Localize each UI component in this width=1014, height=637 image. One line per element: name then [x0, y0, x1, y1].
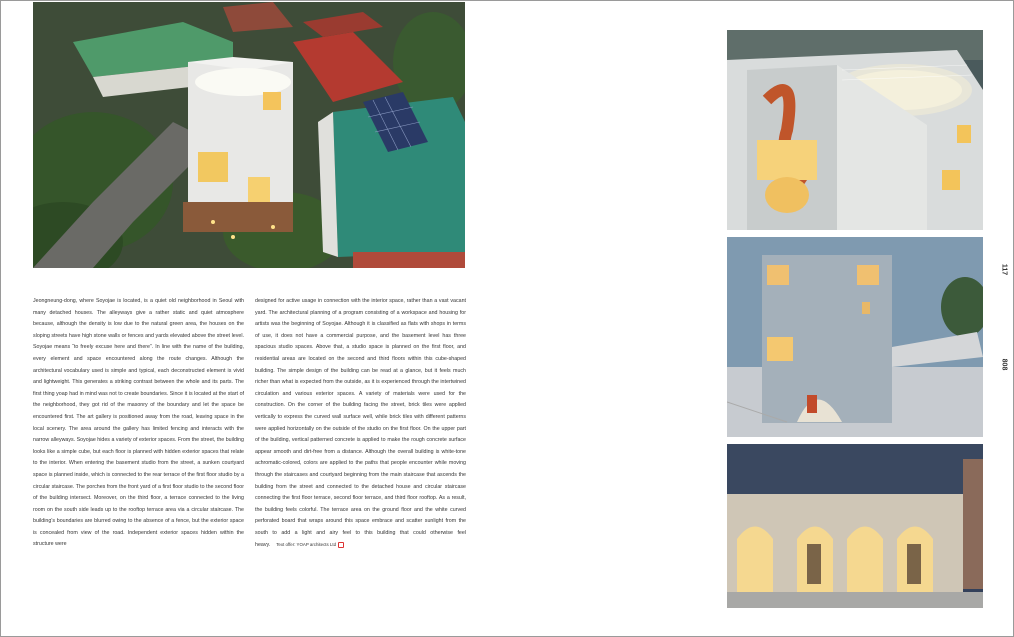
aerial-photo: [33, 2, 465, 268]
text-credit: [276, 542, 344, 547]
page-number-top: 117: [1000, 263, 1008, 276]
body-text-column-1: Jeongneung-dong, where Soyojae is located, is a quiet old neighborhood in Seoul with many detached houses. The alleyways give a rather static and quiet atmosphere because, although the density is low due to the natural green area, the houses on the sloping streets have high stone walls or fences and yards elevated above the street level. Soyojae means “to freely excuse here and there”. In line with the name of the building, every element and space encountered along the route changes. Although the architectural vocabulary used is simple and typical, each deconstructed element is vivid and lightweight. This generates a striking contrast between the whole and its parts. The first thing yoap had in mind was not to create boundaries. Since it is located at the start of the neighborhood, they got rid of the masonry of the boundary and let the space be encountered first. The art gallery is positioned away from the road, leaving space in the local scenery. The area around the gallery has limited fencing and interacts with the narrow alleyways. Soyojae hides a variety of exterior spaces. From the street, the building looks like a simple cube, but each floor is planned with hidden exterior spaces that relate to the interior. When entering the basement studio from the street, a sunken courtyard space is planned inside, which is connected to the rear terrace of the first floor studio by a circular staircase. The porches from the front yard of a first floor studio to the second floor of the building intersect. Moreover, on the third floor, a terrace connected to the living room on the south side leads up to the rooftop terrace area via a circular staircase. The building’s boundaries are blurred owing to the absence of a fence, but the exterior space is concealed from view of the road. Independent exterior spaces hidden within the structure were: [33, 298, 244, 548]
credit-mark-icon: [338, 542, 344, 548]
body-text-column-2: [255, 296, 466, 552]
rooftop-photo: [727, 30, 983, 230]
credit-label: Text offer: YOAP architects Ltd: [276, 542, 337, 548]
body-text-column-2-content: designed for active usage in connection with the interior space, rather than a vast vacant yard. The architectural planning of a program consisting of a workspace and housing for artists was the beginning of Soyojae. Although it is classified as flats with shops in terms of use, it does not have a commercial purpose, and the basement level has three spacious studio spaces. Above that, a studio space is planned on the first floor, and residential areas are located on the second and third floors within this cube-shaped building. The simple design of the building can be read at a glance, but it feels much richer than what is expected from the outside, as it is experienced through the intertwined circulation and various exterior spaces. A variety of materials were used for the construction. On the corner of the building facing the street, brick tiles were applied vertically to express the curved wall surface well, while brick tiles with different patterns were applied horizontally on the outside of the studio on the first floor. On the upper part of the building, vertical patterned concrete is applied to make the rough concrete surface appear smooth and dirt-free from a distance. Although the overall building is white-tone achromatic-colored, colors are applied to the paths that people encounter while moving through the staircases and courtyard beginning from the main staircase that ascends the building from the street and connected to the detached house and circular staircase connecting the first floor terrace, second floor terrace, and third floor rooftop. As a result, the building feels colorful. The terrace area on the ground floor and the white curved perforated board that wraps around this space embrace and scatter sunlight from the south to add a light and airy feel to this building that could otherwise feel heavy.: [255, 298, 466, 549]
page-number-bottom: 808: [1000, 358, 1008, 371]
facade-photo: [727, 237, 983, 437]
arched-studio-photo: [727, 444, 983, 608]
